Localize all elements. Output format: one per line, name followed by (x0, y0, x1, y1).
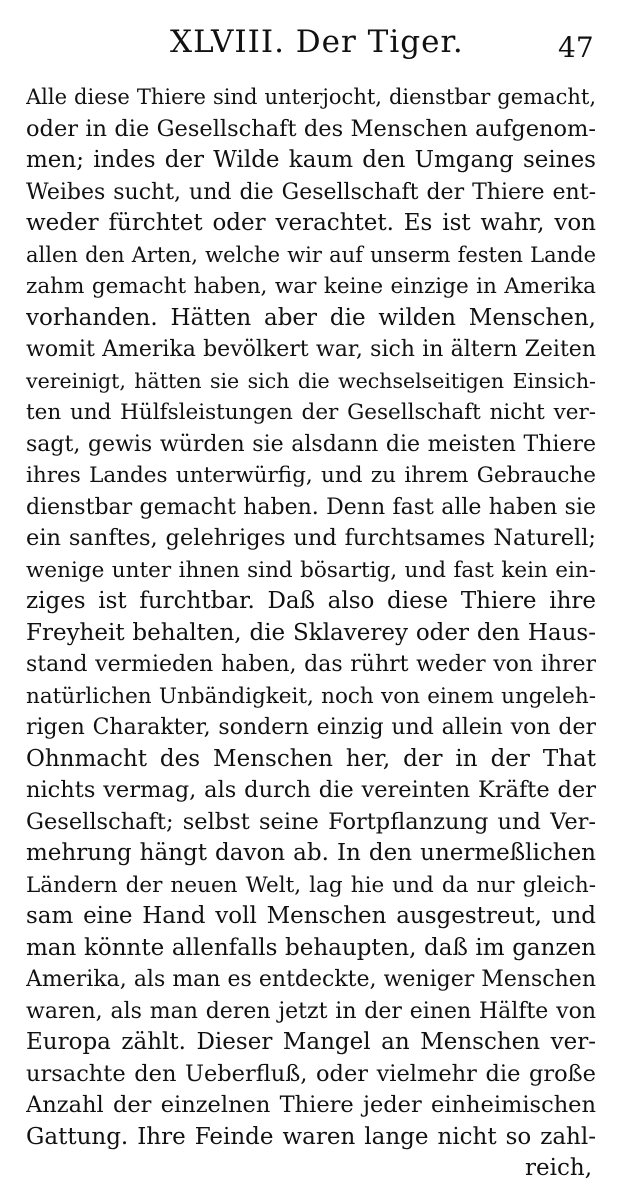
text-line: Alle diese Thiere sind unterjocht, dienstbar gemacht, (26, 85, 596, 109)
text-line: nichts vermag, als durch die vereinten Kräfte der (26, 777, 596, 803)
text-line: sam eine Hand voll Menschen ausgestreut, und (26, 903, 596, 929)
page-header (0, 22, 623, 68)
text-line: wenige unter ihnen sind bösartig, und fast kein ein- (26, 557, 596, 583)
text-line: Anzahl der einzelnen Thiere jeder einheimischen (26, 1092, 596, 1118)
text-line: natürlichen Unbändigkeit, noch von einem ungeleh- (26, 683, 596, 709)
text-line: Ländern der neuen Welt, lag hie und da nur gleich- (26, 872, 596, 898)
text-line: Europa zählt. Dieser Mangel an Menschen ver- (26, 1029, 596, 1055)
text-line: ein sanftes, gelehriges und furchtsames Naturell; (26, 525, 596, 551)
text-line: ihres Landes unterwürfig, und zu ihrem Gebrauche (26, 463, 596, 488)
text-line: Gesellschaft; selbst seine Fortpflanzung und Ver- (26, 808, 596, 835)
text-line: vereinigt, hätten sie sich die wechselseitigen Einsich- (26, 368, 596, 393)
body-text (26, 82, 596, 1185)
text-line: womit Amerika bevölkert war, sich in ältern Zeiten (26, 337, 596, 362)
text-line: ziges ist furchtbar. Daß also diese Thiere ihre (26, 588, 596, 614)
text-line: allen den Arten, welche wir auf unserm festen Lande (26, 242, 596, 267)
text-line: mehrung hängt davon ab. In den unermeßlichen (26, 840, 596, 866)
text-line: Ohnmacht des Menschen her, der in der That (26, 745, 596, 772)
text-line: man könnte allenfalls behaupten, daß im ganzen (26, 934, 596, 961)
text-line: Amerika, als man es entdeckte, weniger Menschen (26, 967, 596, 992)
catchword: reich, (525, 1155, 592, 1181)
text-line: rigen Charakter, sondern einzig und allein von der (26, 715, 596, 740)
text-line: Freyheit behalten, die Sklaverey oder den Haus- (26, 619, 596, 646)
text-line: Gattung. Ihre Feinde waren lange nicht so zahl- (26, 1123, 596, 1150)
text-line: zahm gemacht haben, war keine einzige in Amerika (26, 274, 596, 299)
text-line: weder fürchtet oder verachtet. Es ist wahr, von (26, 210, 596, 236)
text-line: oder in die Gesellschaft des Menschen aufgenom- (26, 115, 596, 142)
text-line: Weibes sucht, und die Gesellschaft der Thiere ent- (26, 179, 596, 205)
text-line: stand vermieden haben, das rührt weder von ihrer (26, 652, 596, 677)
text-line: waren, als man deren jetzt in der einen Hälfte von (26, 998, 596, 1024)
text-line: dienstbar gemacht haben. Denn fast alle haben sie (26, 494, 596, 520)
text-line: men; indes der Wilde kaum den Umgang seines (26, 147, 596, 173)
text-line: sagt, gewis würden sie alsdann die meisten Thiere (26, 431, 596, 457)
text-line: ten und Hülfsleistungen der Gesellschaft nicht ver- (26, 400, 596, 425)
text-line: ursachte den Ueberfluß, oder vielmehr die große (26, 1060, 596, 1087)
running-title: XLVIII. Der Tiger. (170, 24, 464, 60)
page-number: 47 (558, 31, 594, 64)
text-line: vorhanden. Hätten aber die wilden Menschen, (26, 304, 596, 331)
